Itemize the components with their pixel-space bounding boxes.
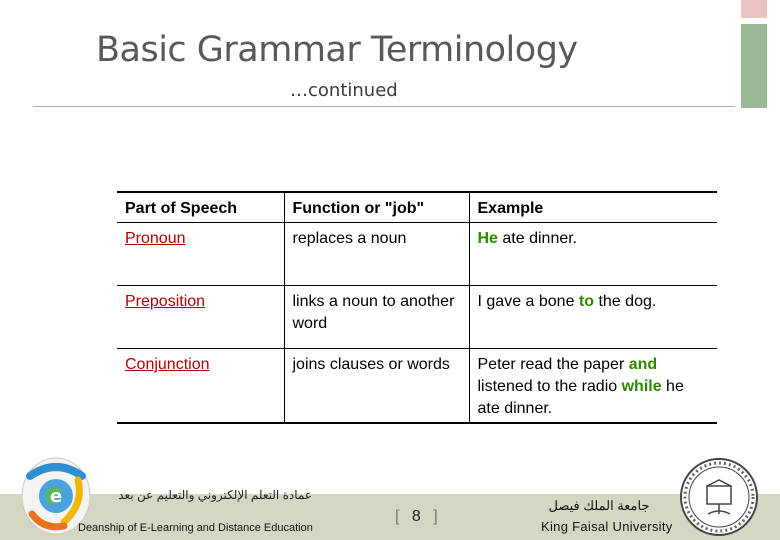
grammar-table [117, 191, 717, 424]
university-english-name: King Faisal University [541, 519, 673, 534]
king-faisal-university-seal-icon [678, 456, 760, 538]
highlight-word: He [477, 229, 498, 247]
function-cell: joins clauses or words [284, 348, 469, 423]
example-text: Peter read the paper [477, 355, 629, 373]
university-arabic-name: جامعة الملك فيصل [548, 498, 650, 513]
example-cell [469, 285, 717, 348]
page-number [395, 508, 438, 526]
term-cell [117, 348, 284, 423]
slide-title: Basic Grammar Terminology [96, 30, 578, 70]
bracket-left: [ [395, 508, 400, 525]
term-conjunction: Conjunction [125, 355, 210, 373]
highlight-word: to [578, 292, 595, 310]
example-cell [469, 348, 717, 423]
example-text: ate dinner. [497, 229, 578, 247]
title-underline [33, 106, 735, 107]
example-text: the dog. [594, 292, 657, 310]
function-cell: links a noun to another word [284, 285, 469, 348]
term-cell [117, 222, 284, 285]
table-header-row [117, 192, 717, 222]
header-example: Example [469, 192, 717, 222]
page-number-value: 8 [411, 508, 421, 525]
highlight-word: and [628, 355, 658, 373]
table-row [117, 222, 717, 285]
term-preposition: Preposition [125, 292, 206, 310]
corner-accent-pink [741, 0, 767, 18]
highlight-word: while [621, 377, 662, 395]
term-pronoun: Pronoun [125, 229, 186, 247]
function-cell: replaces a noun [284, 222, 469, 285]
deanship-english-name: Deanship of E-Learning and Distance Education [78, 522, 313, 534]
corner-accent-green-bar [741, 24, 767, 108]
table-row [117, 285, 717, 348]
svg-text:e: e [50, 486, 63, 507]
header-function: Function or "job" [284, 192, 469, 222]
deanship-arabic-name: عمادة التعلم الإلكتروني والتعليم عن بعد [118, 488, 312, 502]
header-part-of-speech: Part of Speech [117, 192, 284, 222]
slide-subtitle: …continued [290, 80, 398, 101]
term-cell [117, 285, 284, 348]
bracket-right: ] [433, 508, 438, 525]
example-text: listened to the radio [477, 377, 622, 395]
example-text: he ate dinner. [477, 377, 684, 417]
example-text: I gave a bone [477, 292, 579, 310]
example-cell [469, 222, 717, 285]
table-row [117, 348, 717, 423]
